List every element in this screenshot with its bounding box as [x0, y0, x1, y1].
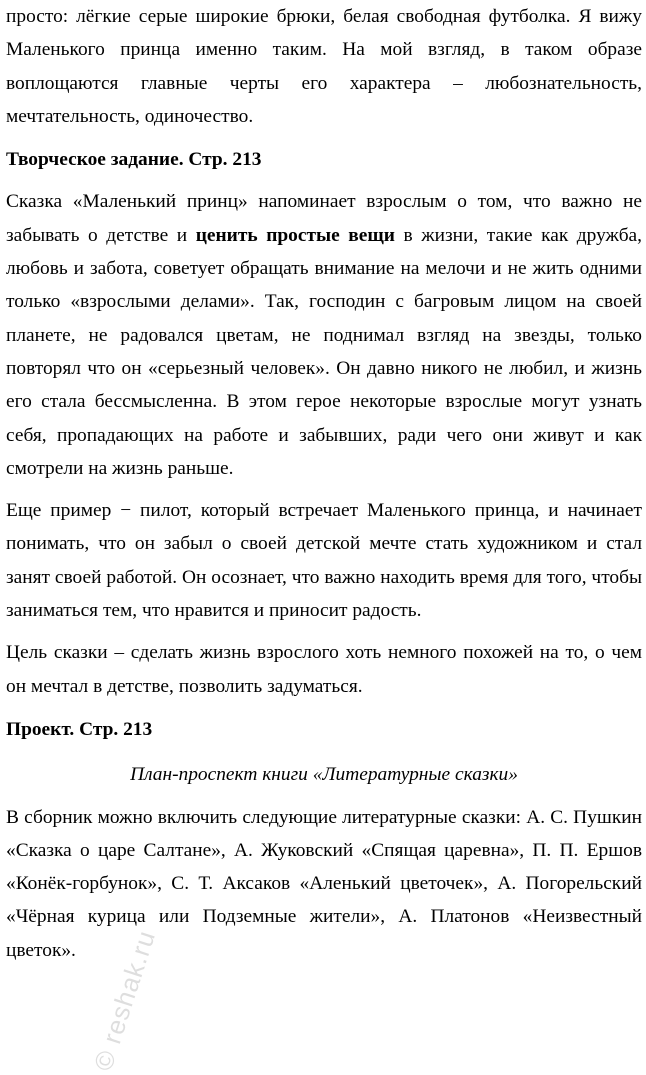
text: Сказка «Маленький принц» напоминает взрослым о том, что важно не забывать о детстве и — [6, 191, 642, 246]
paragraph: Еще пример − пилот, который встречает Маленького принца, и начинает понимать, что он забыл о своей детской мечте стать художником и стал занят своей работой. Он осознает, что важно находить время для того, чтобы заниматься тем, что нравится и приносит радость. — [6, 500, 642, 622]
paragraph — [6, 185, 642, 485]
watermark: © reshak.ru — [87, 926, 162, 1075]
paragraph: Цель сказки – сделать жизнь взрослого хоть немного похожей на то, о чем он мечтал в детстве, позволить задуматься. — [6, 642, 642, 697]
document-page — [6, 0, 642, 967]
bold-text: ценить простые вещи — [195, 224, 395, 246]
intro-paragraph: просто: лёгкие серые широкие брюки, белая свободная футболка. Я вижу Маленького принца именно таким. На мой взгляд, в таком образе воплощаются главные черты его характера – любознательность, мечтательность, одиночество. — [6, 6, 642, 127]
paragraph: В сборник можно включить следующие литературные сказки: А. С. Пушкин «Сказка о царе Салтане», А. Жуковский «Спящая царевна», П. П. Ершов «Конёк-горбунок», С. Т. Аксаков «Аленький цветочек», А. Погорельский «Чёрная курица или Подземные жители», А. Платонов «Неизвестный цветок». — [6, 806, 642, 961]
section-heading-creative-task: Творческое задание. Стр. 213 — [6, 149, 262, 171]
text: в жизни, такие как дружба, любовь и забота, советует обращать внимание на мелочи и не жить одними только «взрослыми делами». Так, господин с багровым лицом на своей планете, не радовался цветам, не поднимал взгляд на звезды, только повторял что он «серьезный человек». Он давно никого не любил, и жизнь его стала бессмысленна. В этом герое некоторые взрослые могут узнать себя, пропадающих на работе и забывших, ради чего они живут и как смотрели на жизнь раньше. — [6, 224, 643, 479]
subtitle: План-проспект книги «Литературные сказки» — [130, 764, 518, 786]
section-heading-project: Проект. Стр. 213 — [6, 718, 153, 740]
